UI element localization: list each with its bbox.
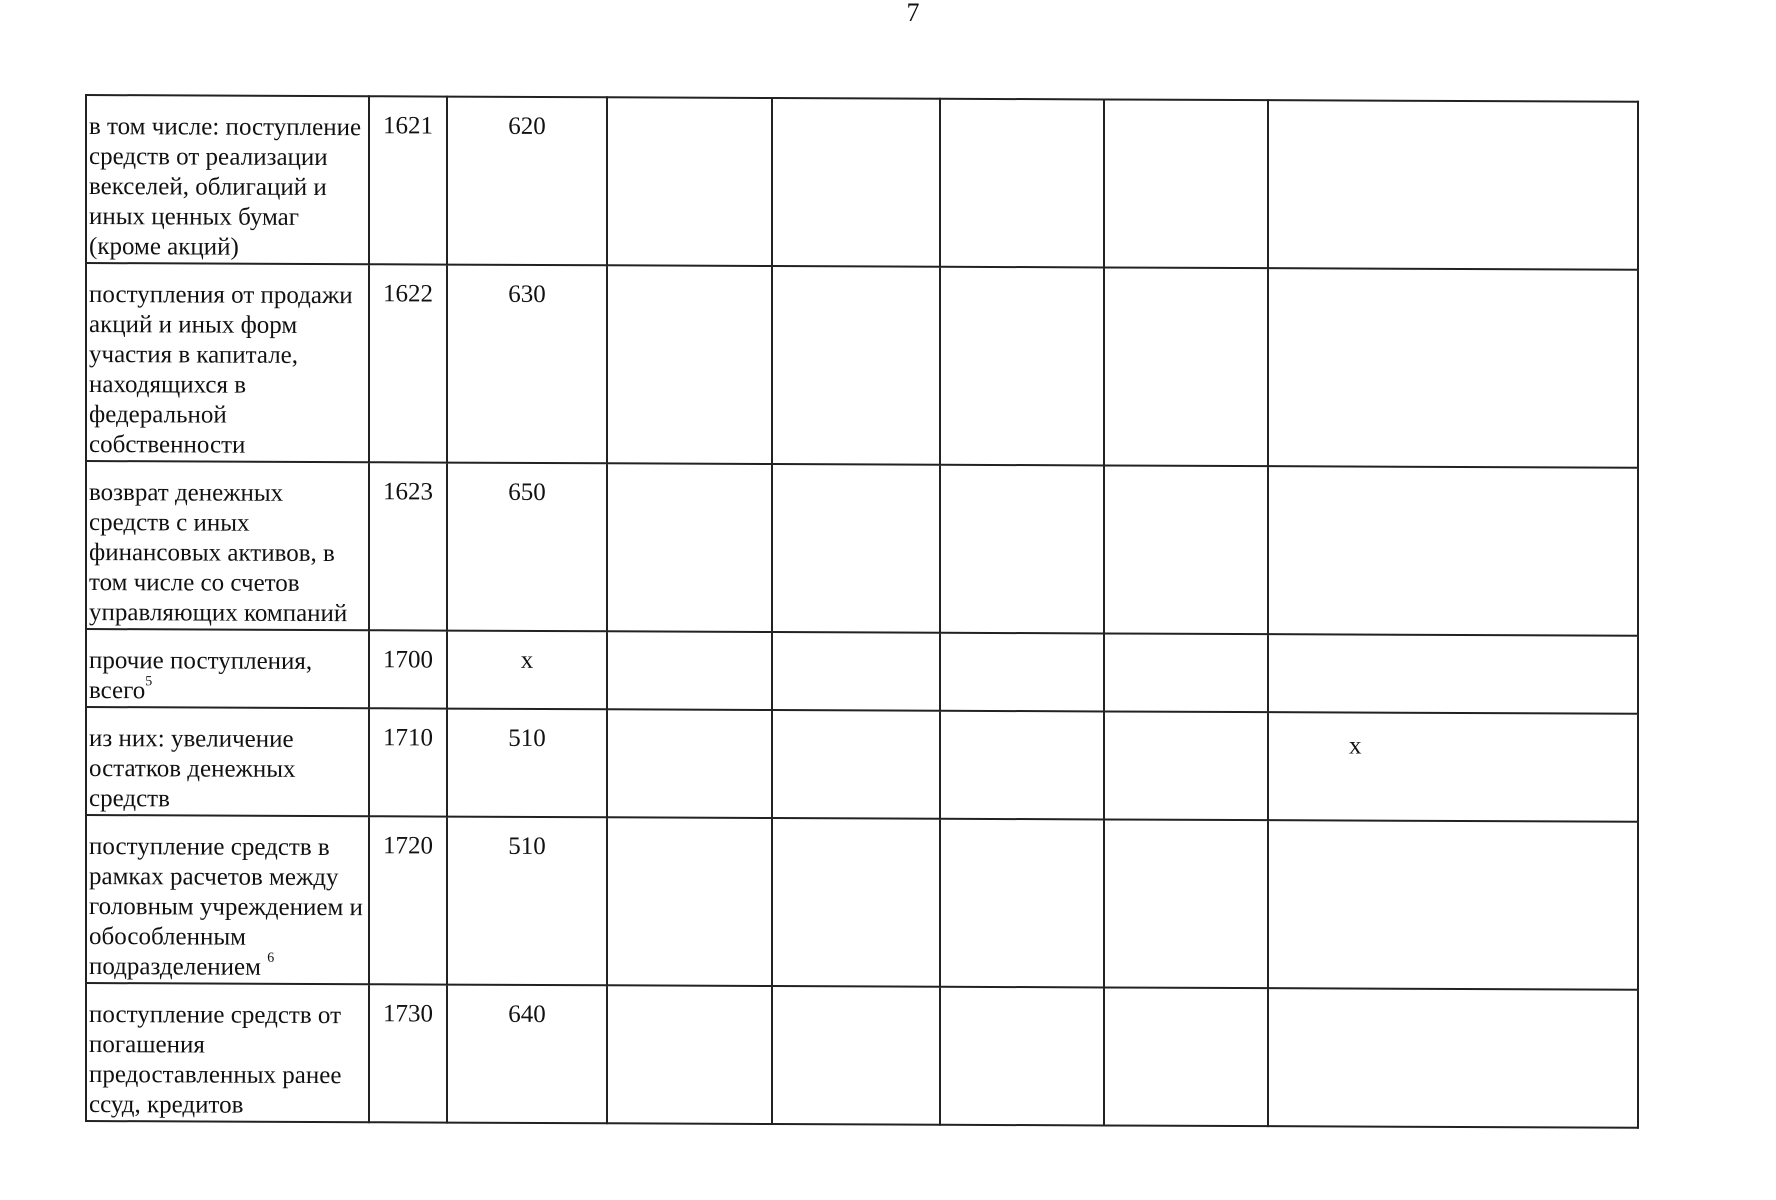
value-cell [607,97,772,266]
value-cell: x [1268,712,1638,822]
row-description: из них: увеличение остатков денежных средств [86,707,369,816]
value-cell [1104,99,1268,268]
value-cell [1268,820,1638,990]
footnote-marker: 5 [145,673,153,689]
table-row [86,263,1638,468]
value-cell [607,817,772,986]
value-cell [1268,100,1638,270]
value-cell [1268,466,1638,636]
value-cell [1104,465,1268,634]
row-description: поступления от продажи акций и иных форм участия в капитале, находящихся в федеральной собственности [86,263,369,462]
table-row [86,461,1638,636]
value-cell [940,267,1104,466]
value-cell [772,98,940,267]
row-code: 1622 [369,264,447,462]
row-kosgu-code: 630 [447,265,607,464]
row-code: 1700 [369,630,447,708]
value-cell [772,818,940,987]
value-cell [1104,633,1268,712]
row-description: возврат денежных средств с иных финансовых активов, в том числе со счетов управляющих компаний [86,461,369,630]
value-cell [772,986,940,1125]
value-cell [940,633,1104,712]
budget-table [85,94,1639,1129]
row-code: 1710 [369,708,447,816]
row-kosgu-code: 650 [447,463,607,632]
row-description: прочие поступления, всего$^5$ [86,629,369,708]
value-cell [940,819,1104,988]
value-cell [772,266,940,465]
value-cell [607,631,772,710]
row-kosgu-code: 510 [447,709,607,818]
value-cell [1104,819,1268,988]
value-cell [772,464,940,633]
row-kosgu-code: x [447,631,607,710]
value-cell [1104,267,1268,466]
row-kosgu-code: 640 [447,985,607,1124]
value-cell [940,99,1104,268]
value-cell [1104,987,1268,1126]
table-row [86,707,1638,822]
value-cell [607,709,772,818]
row-code: 1623 [369,462,447,630]
table-row [86,629,1638,714]
row-description: в том числе: поступление средств от реализации векселей, облигаций и иных ценных бумаг (кроме акций) [86,95,369,264]
value-cell [940,987,1104,1126]
value-cell [607,265,772,464]
table-row [86,815,1638,990]
row-description: поступление средств в рамках расчетов между головным учреждением и обособленным подразделением $^6$ [86,815,369,984]
value-cell [1268,268,1638,468]
value-cell [1268,634,1638,714]
row-code: 1621 [369,96,447,264]
value-cell [607,985,772,1124]
value-cell [772,710,940,819]
value-cell [1268,988,1638,1128]
row-kosgu-code: 510 [447,817,607,986]
table-row [86,983,1638,1128]
table-row [86,95,1638,270]
value-cell [940,465,1104,634]
row-description: поступление средств от погашения предоставленных ранее ссуд, кредитов [86,983,369,1122]
page-number: 7 [906,0,920,27]
value-cell [772,632,940,711]
value-cell [1104,711,1268,820]
value-cell [940,711,1104,820]
row-kosgu-code: 620 [447,97,607,266]
value-cell [607,463,772,632]
row-code: 1730 [369,984,447,1122]
footnote-marker: 6 [267,950,275,966]
row-code: 1720 [369,816,447,984]
